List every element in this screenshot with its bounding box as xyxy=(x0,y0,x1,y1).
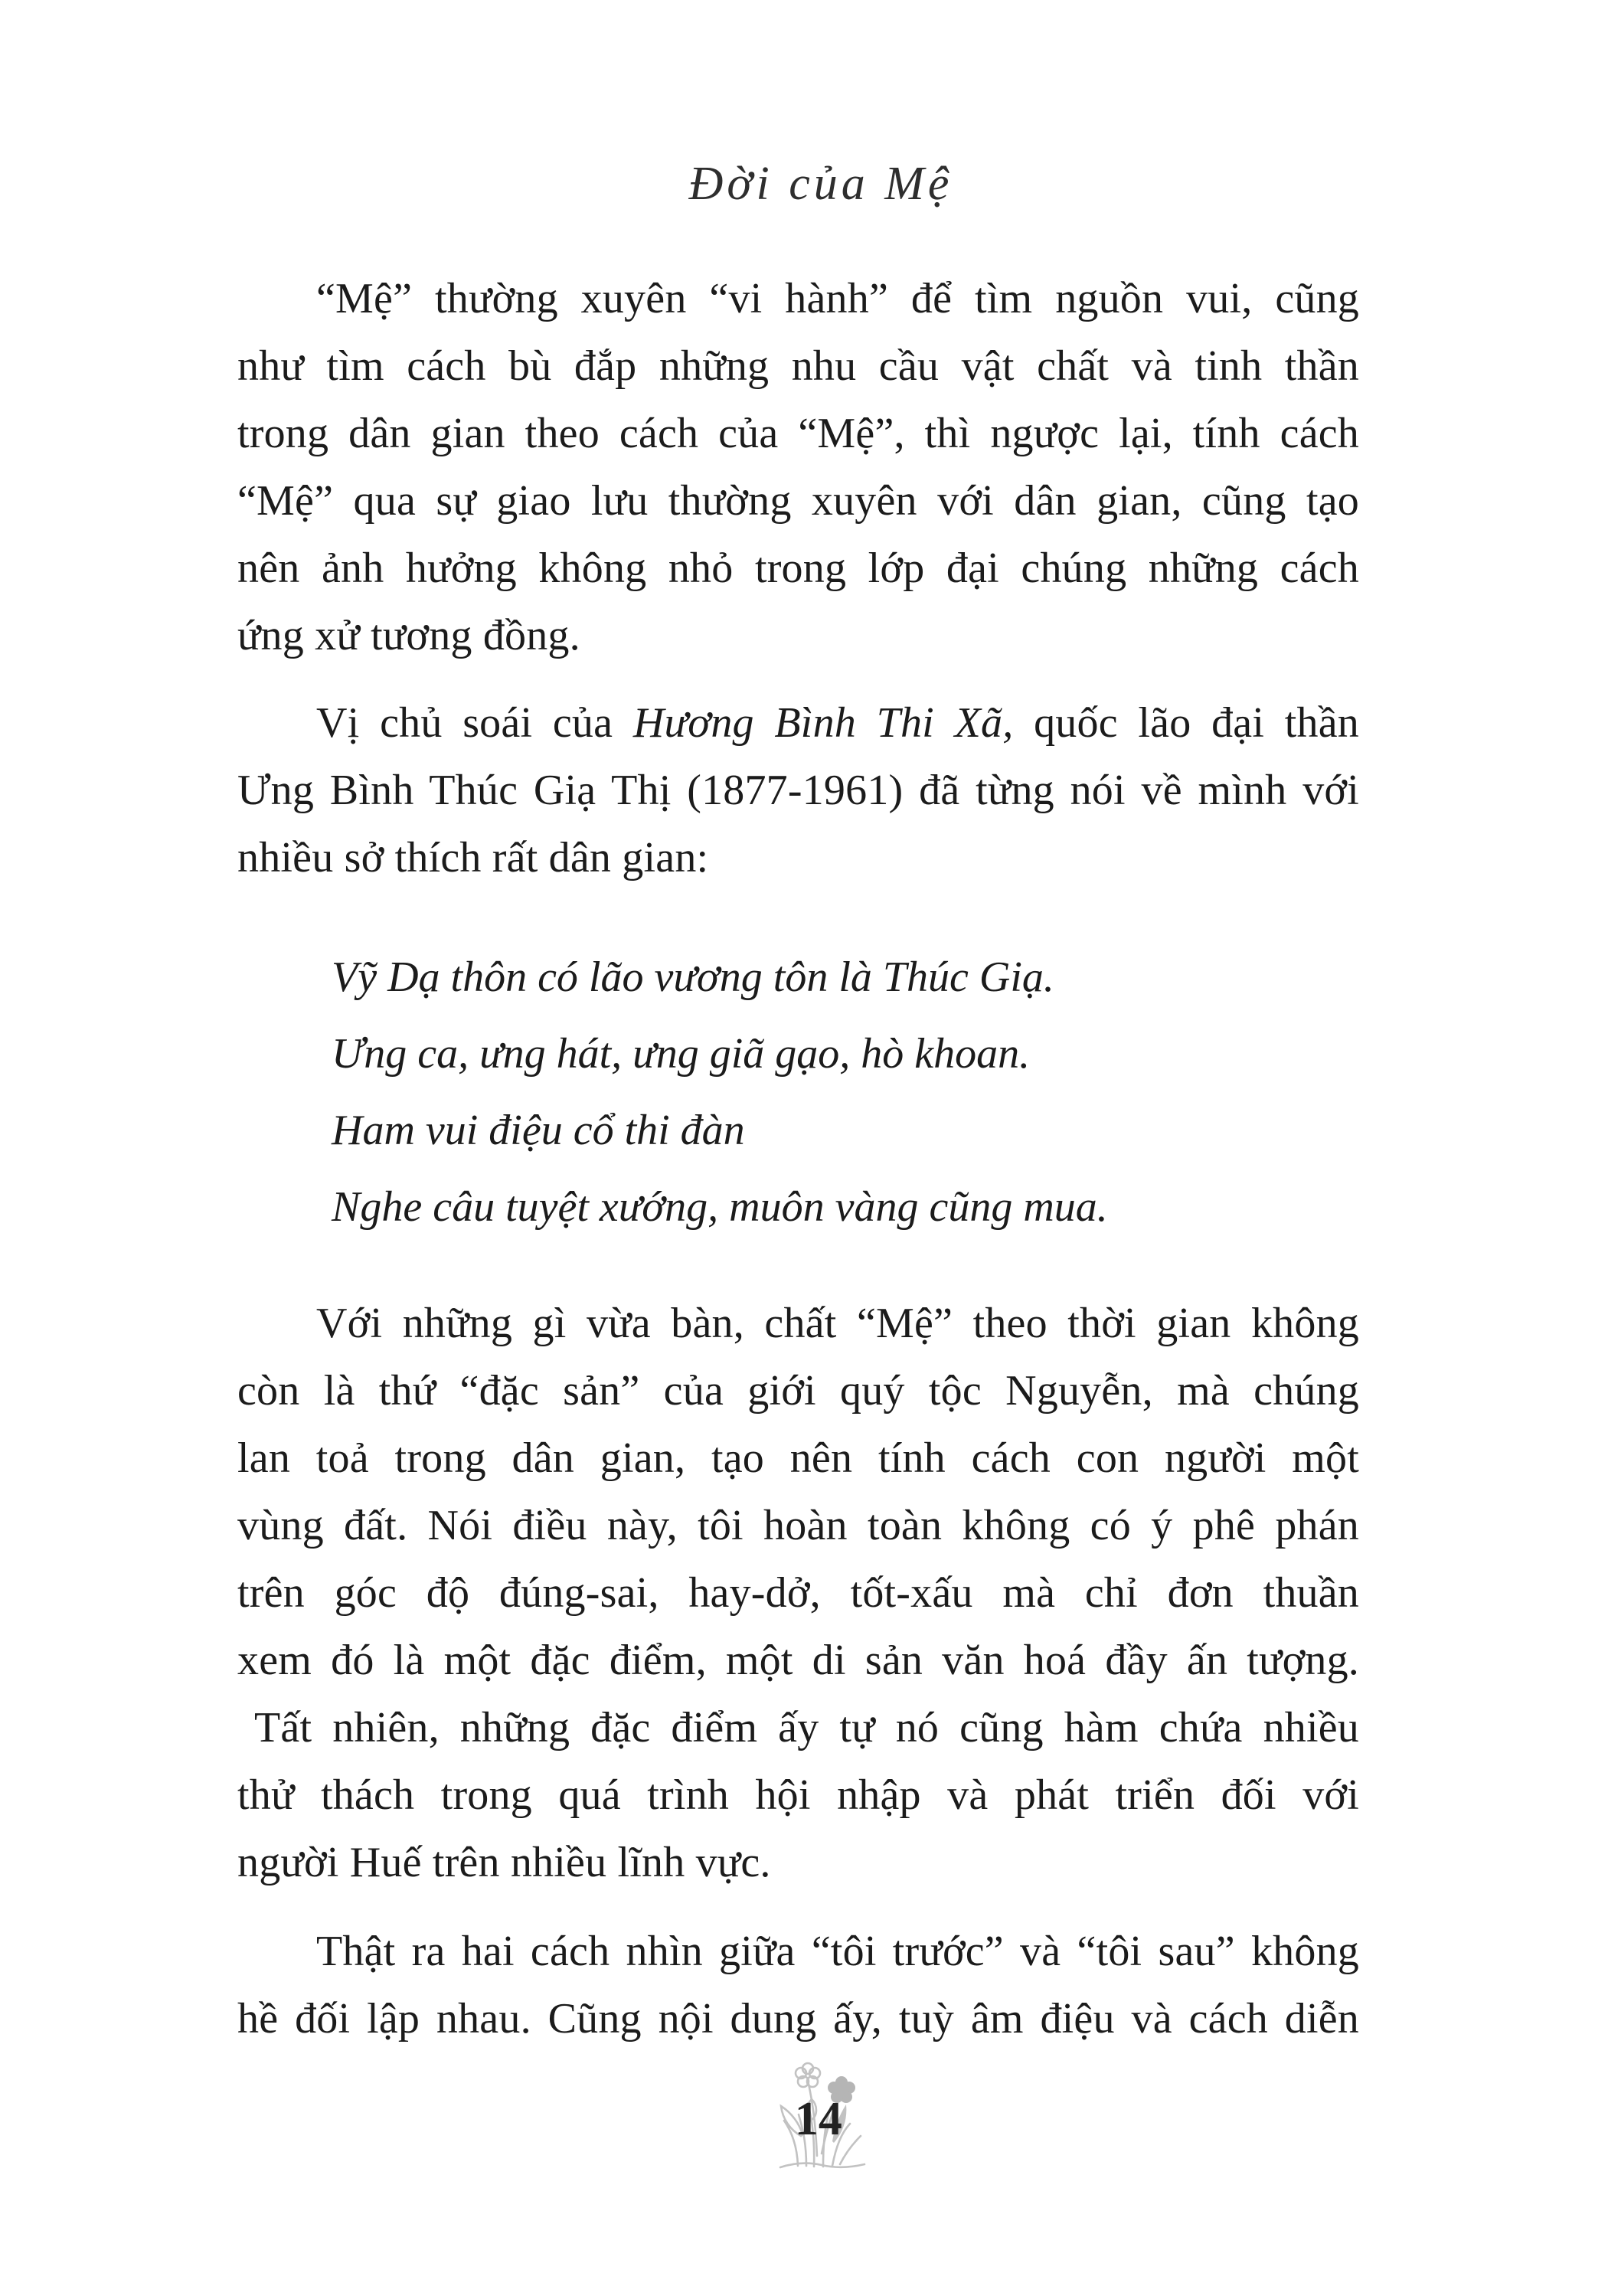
body-line: nên ảnh hưởng không nhỏ trong lớp đại chúng những cách xyxy=(237,545,1359,592)
body-line: hề đối lập nhau. Cũng nội dung ấy, tuỳ âm điệu và cách diễn xyxy=(237,1995,1359,2043)
body-line: Thật ra hai cách nhìn giữa “tôi trước” và “tôi sau” không xyxy=(316,1928,1359,1975)
running-header-title: Đời của Mệ xyxy=(688,158,953,210)
body-line: còn là thứ “đặc sản” của giới quý tộc Nguyễn, mà chúng xyxy=(237,1367,1359,1415)
page-footer xyxy=(763,2059,878,2193)
body-line: thử thách trong quá trình hội nhập và phát triển đối với xyxy=(237,1771,1359,1819)
body-line xyxy=(237,689,1359,757)
body-line: “Mệ” qua sự giao lưu thường xuyên với dân gian, cũng tạo xyxy=(237,477,1359,525)
page-content xyxy=(0,265,1608,2052)
body-line: Ưng Bình Thúc Giạ Thị (1877-1961) đã từng nói về mình với xyxy=(237,767,1359,814)
body-line: như tìm cách bù đắp những nhu cầu vật chất và tinh thần xyxy=(237,342,1359,390)
body-line: ứng xử tương đồng. xyxy=(237,612,580,659)
paragraph-4 xyxy=(237,1918,1359,2052)
paragraph-2 xyxy=(237,689,1359,891)
body-line: Tất nhiên, những đặc điểm ấy tự nó cũng hàm chứa nhiều xyxy=(254,1704,1359,1751)
page-number: 14 xyxy=(794,2093,842,2145)
body-line: lan toả trong dân gian, tạo nên tính cách con người một xyxy=(237,1434,1359,1482)
body-line: nhiều sở thích rất dân gian: xyxy=(237,834,709,881)
body-text-segment: quốc lão đại thần xyxy=(1013,699,1359,747)
paragraph-1 xyxy=(237,265,1359,669)
body-text-segment: Vị chủ soái của xyxy=(316,699,633,747)
body-line: trong dân gian theo cách của “Mệ”, thì ngược lại, tính cách xyxy=(237,410,1359,457)
body-line: xem đó là một đặc điểm, một di sản văn hoá đầy ấn tượng. xyxy=(237,1637,1359,1684)
body-line: vùng đất. Nói điều này, tôi hoàn toàn không có ý phê phán xyxy=(237,1502,1359,1549)
book-title-italic: Hương Bình Thi Xã, xyxy=(632,699,1014,747)
poem-quote xyxy=(237,939,1359,1245)
body-line: trên góc độ đúng-sai, hay-dở, tốt-xấu mà chỉ đơn thuần xyxy=(237,1569,1359,1617)
poem-line: Vỹ Dạ thôn có lão vương tôn là Thúc Giạ. xyxy=(332,953,1054,1001)
paragraph-3 xyxy=(237,1290,1359,1896)
poem-line: Ưng ca, ưng hát, ưng giã gạo, hò khoan. xyxy=(332,1030,1031,1078)
body-line: “Mệ” thường xuyên “vi hành” để tìm nguồn vui, cũng xyxy=(316,275,1359,322)
body-line: Với những gì vừa bàn, chất “Mệ” theo thời gian không xyxy=(316,1300,1359,1347)
body-line: người Huế trên nhiều lĩnh vực. xyxy=(237,1839,771,1886)
poem-line: Nghe câu tuyệt xướng, muôn vàng cũng mua. xyxy=(332,1183,1108,1231)
poem-line: Ham vui điệu cổ thi đàn xyxy=(332,1107,745,1154)
